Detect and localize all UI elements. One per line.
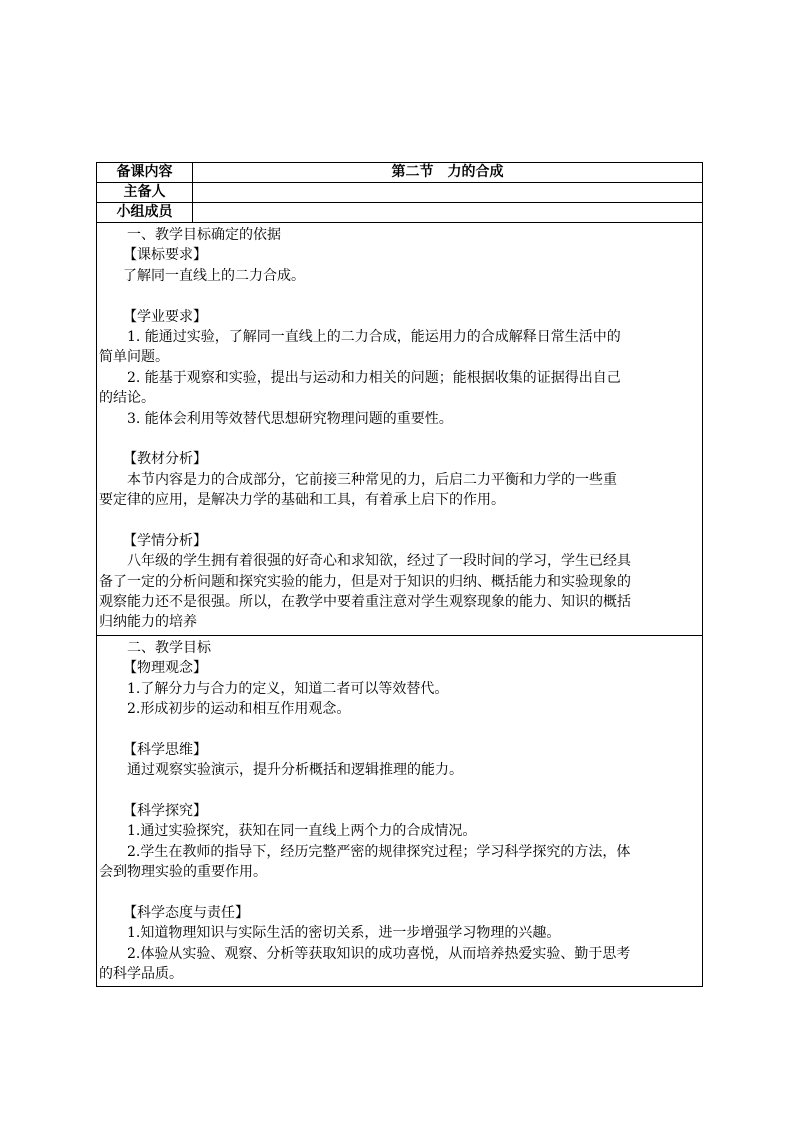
tanjiu-item-2a: 2.学生在教师的指导下，经历完整严密的规律探究过程；学习科学探究的方法，体 (127, 843, 631, 860)
xueye-item-1a: 1. 能通过实验，了解同一直线上的二力合成，能运用力的合成解释日常生活中的 (127, 328, 621, 345)
xueqing-text-b: 备了一定的分析问题和探究实验的能力，但是对于知识的归纳、概括能力和实验现象的 (99, 573, 631, 590)
xueqing-text-a: 八年级的学生拥有着很强的好奇心和求知欲，经过了一段时间的学习，学生已经具 (127, 553, 631, 570)
taidu-item-2b: 的科学品质。 (99, 966, 183, 983)
xueqing-text-d: 归纳能力的培养 (99, 614, 197, 631)
xueqing-text-c: 观察能力还不是很强。所以，在教学中要着重注意对学生观察现象的能力、知识的概括 (99, 594, 631, 611)
label-group-members: 小组成员 (97, 203, 193, 223)
siwei-text: 通过观察实验演示，提升分析概括和逻辑推理的能力。 (127, 762, 463, 779)
siwei-heading: 【科学思维】 (123, 741, 207, 758)
section2-title: 二、教学目标 (127, 639, 211, 656)
jiaocai-text-a: 本节内容是力的合成部分，它前接三种常见的力，后启二力平衡和力学的一些重 (127, 471, 617, 488)
jiaocai-heading: 【教材分析】 (123, 451, 207, 468)
wuli-item-2: 2.形成初步的运动和相互作用观念。 (127, 700, 351, 717)
section1-row (97, 223, 703, 636)
xueye-item-1b: 简单问题。 (99, 349, 169, 366)
header-row-members (97, 203, 703, 223)
taidu-item-1: 1.知道物理知识与实际生活的密切关系，进一步增强学习物理的兴趣。 (127, 925, 561, 942)
xueye-item-2a: 2. 能基于观察和实验，提出与运动和力相关的问题；能根据收集的证据得出自己 (127, 369, 621, 386)
value-main-preparer (193, 183, 703, 203)
header-row-preparer (97, 183, 703, 203)
taidu-heading: 【科学态度与责任】 (123, 904, 249, 921)
section1-cell (97, 223, 703, 636)
wuli-heading: 【物理观念】 (123, 660, 207, 677)
taidu-item-2a: 2.体验从实验、观察、分析等获取知识的成功喜悦，从而培养热爱实验、勤于思考 (127, 945, 631, 962)
label-main-preparer: 主备人 (97, 183, 193, 203)
xueye-item-3: 3. 能体会利用等效替代思想研究物理问题的重要性。 (127, 410, 453, 427)
kebiao-heading: 【课标要求】 (123, 247, 207, 264)
kebiao-text: 了解同一直线上的二力合成。 (123, 267, 305, 284)
value-group-members (193, 203, 703, 223)
xueqing-heading: 【学情分析】 (123, 532, 207, 549)
tanjiu-item-2b: 会到物理实验的重要作用。 (99, 864, 267, 881)
header-row-content (97, 163, 703, 183)
xueye-item-2b: 的结论。 (99, 390, 155, 407)
tanjiu-heading: 【科学探究】 (123, 802, 207, 819)
tanjiu-item-1: 1.通过实验探究，获知在同一直线上两个力的合成情况。 (127, 823, 477, 840)
wuli-item-1: 1.了解分力与合力的定义，知道二者可以等效替代。 (127, 680, 449, 697)
lesson-plan-table (96, 162, 703, 987)
xueye-heading: 【学业要求】 (123, 308, 207, 325)
label-lesson-content: 备课内容 (97, 163, 193, 183)
jiaocai-text-b: 要定律的应用，是解决力学的基础和工具，有着承上启下的作用。 (99, 492, 505, 509)
section2-row (97, 635, 703, 987)
section2-cell (97, 635, 703, 987)
lesson-title: 第二节 力的合成 (193, 163, 703, 183)
section1-title: 一、教学目标确定的依据 (127, 227, 281, 243)
